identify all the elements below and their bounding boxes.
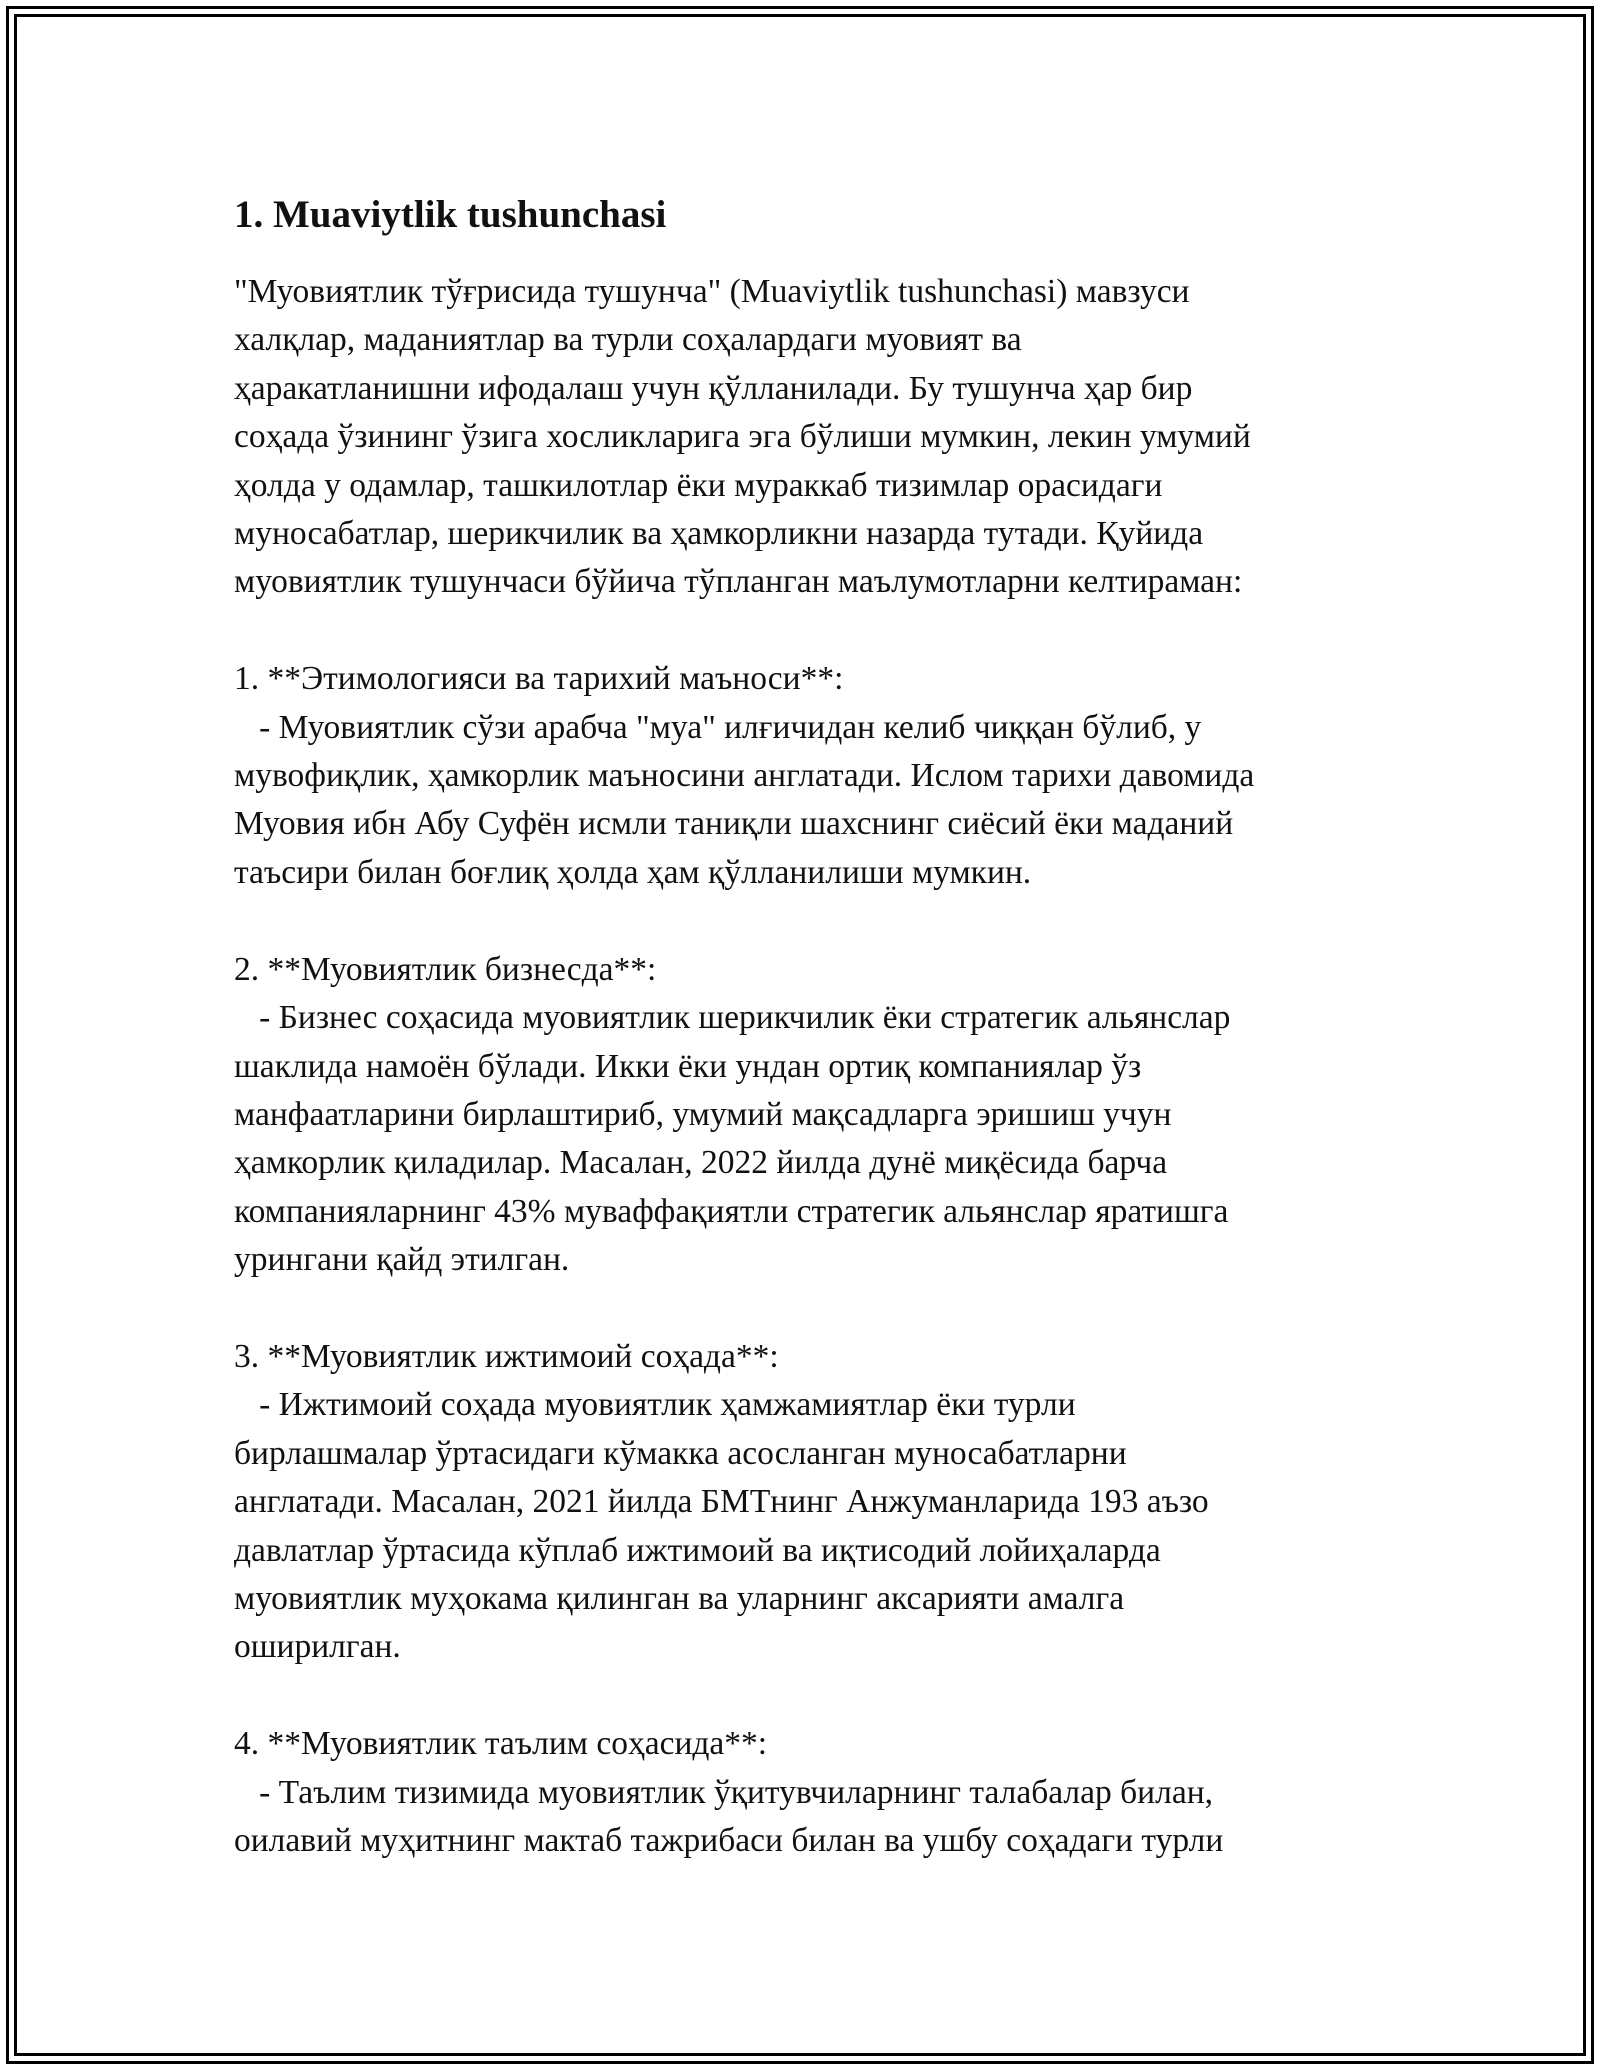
document-title: 1. Muaviytlik tushunchasi bbox=[234, 193, 667, 236]
document-content bbox=[234, 186, 1384, 1865]
document-body: "Муовиятлик тўғрисида тушунча" (Muaviytlik tushunchasi) мавзуси халқлар, маданиятлар ва турли соҳалардаги муовият ва ҳаракатланишни ифодалаш учун қўлланилади. Бу тушунча ҳар бир соҳада ўзининг ўзига хосликларига эга бўлиши мумкин, лекин умумий ҳолда у одамлар, ташкилотлар ёки мураккаб тизимлар орасидаги муносабатлар, шерикчилик ва ҳамкорликни назарда тутади. Қуйида муовиятлик тушунчаси бўйича тўпланган маълумотларни келтираман: 1. **Этимологияси ва тарихий маъноси**: - Муовиятлик сўзи арабча "муа" илғичидан келиб чиққан бўлиб, у мувофиқлик, ҳамкорлик маъносини англатади. Ислом тарихи давомида Муовия ибн Абу Суфён исмли таниқли шахснинг сиёсий ёки маданий таъсири билан боғлиқ ҳолда ҳам қўлланилиши мумкин. 2. **Муовиятлик бизнесда**: - Бизнес соҳасида муовиятлик шерикчилик ёки стратегик альянслар шаклида намоён бўлади. Икки ёки ундан ортиқ компаниялар ўз манфаатларини бирлаштириб, умумий мақсадларга эришиш учун ҳамкорлик қиладилар. Масалан, 2022 йилда дунё миқёсида барча компанияларнинг 43% муваффақиятли стратегик альянслар яратишга урингани қайд этилган. 3. **Муовиятлик ижтимоий соҳада**: - Ижтимоий соҳада муовиятлик ҳамжамиятлар ёки турли бирлашмалар ўртасидаги кўмакка асосланган муносабатларни англатади. Масалан, 2021 йилда БМТнинг Анжуманларида 193 аъзо давлатлар ўртасида кўплаб ижтимоий ва иқтисодий лойиҳаларда муовиятлик муҳокама қилинган ва уларнинг аксарияти амалга оширилган. 4. **Муовиятлик таълим соҳасида**: - Таълим тизимида муовиятлик ўқитувчиларнинг талабалар билан, оилавий муҳитнинг мактаб тажрибаси билан ва ушбу соҳадаги турли bbox=[234, 273, 1255, 1859]
